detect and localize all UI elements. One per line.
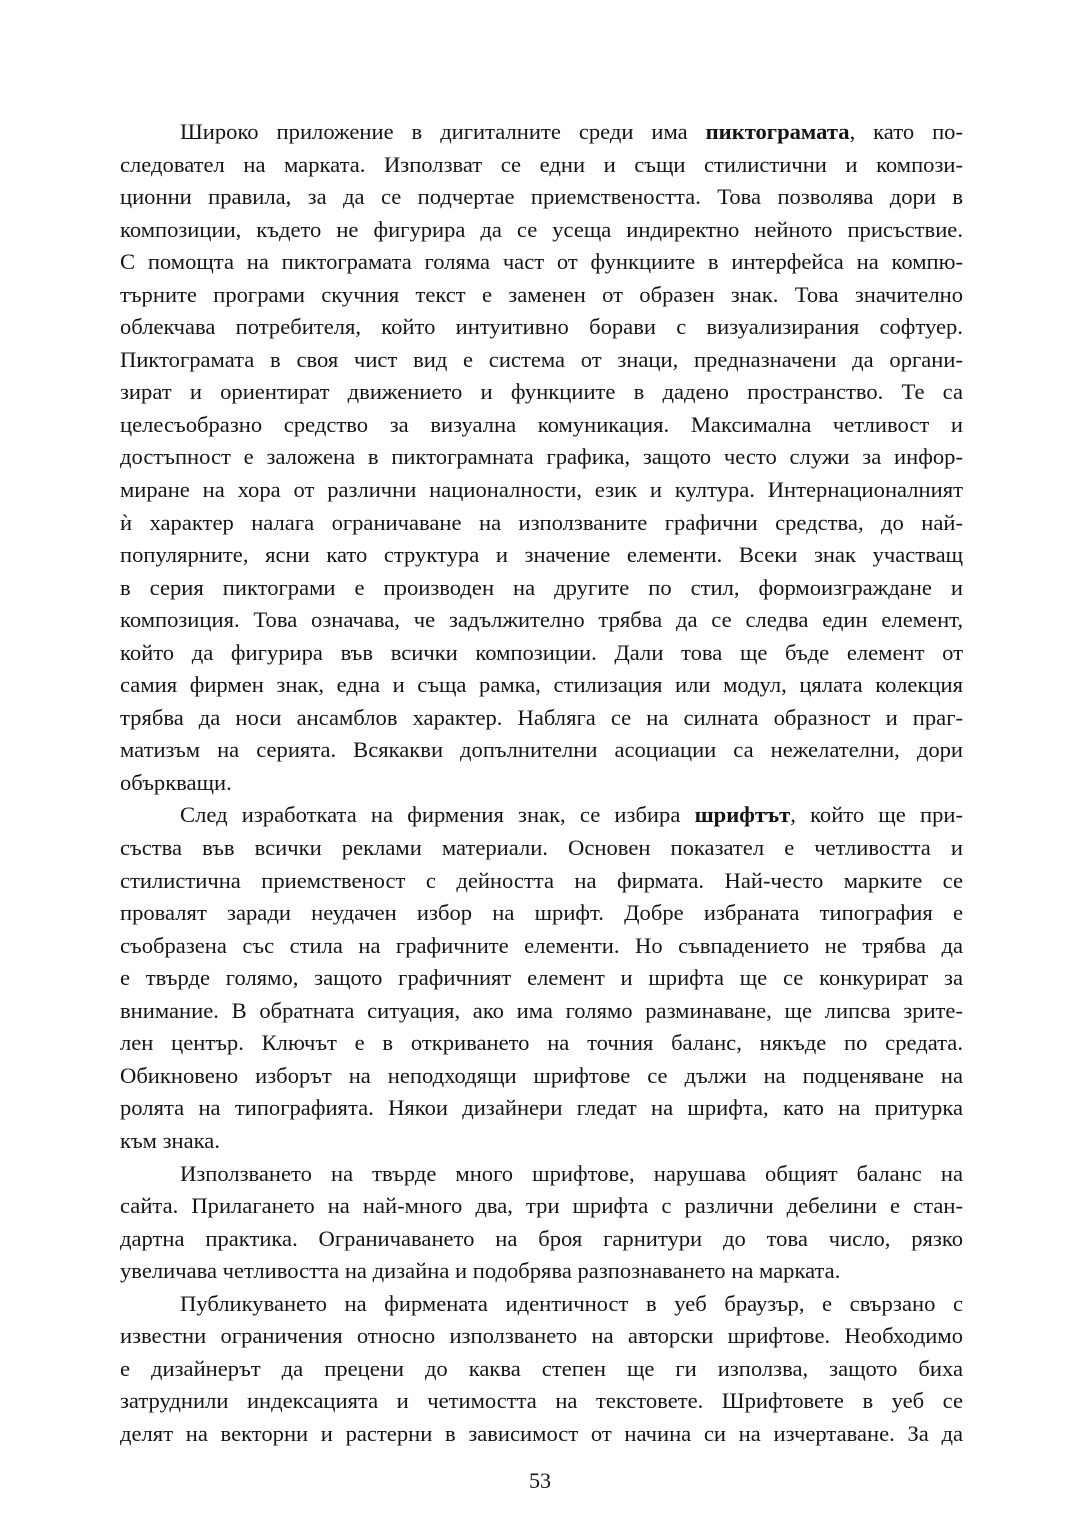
- text-line: [120, 799, 963, 832]
- text-segment: затруднили индексацията и четимостта на текстовете. Шрифтовете в уеб се: [120, 1388, 963, 1414]
- text-line: [120, 474, 963, 507]
- text-segment: провалят заради неудачен избор на шрифт. Добре избраната типография е: [120, 900, 963, 926]
- text-line: [120, 604, 963, 637]
- text-line: [120, 1385, 963, 1418]
- text-line: [120, 832, 963, 865]
- text-segment: С помощта на пиктограмата голяма част от функциите в интерфейса на компю-: [120, 249, 963, 275]
- text-segment: лен център. Ключът е в откриването на точния баланс, някъде по средата.: [120, 1030, 963, 1056]
- text-line: [120, 1255, 963, 1288]
- text-segment: трябва да носи ансамблов характер. Набляга се на силната образност и праг-: [120, 704, 963, 730]
- text-line: [120, 1125, 963, 1158]
- text-line: [120, 734, 963, 767]
- text-segment: облекчава потребителя, който интуитивно борави с визуализирания софтуер.: [120, 314, 963, 340]
- text-line: [120, 246, 963, 279]
- text-line: [120, 376, 963, 409]
- text-line: [120, 637, 963, 670]
- text-segment: матизъм на серията. Всякакви допълнителни асоциации са нежелателни, дори: [120, 737, 963, 763]
- text-line: [120, 214, 963, 247]
- bold-term: пиктограмата: [705, 119, 850, 144]
- text-segment: е твърде голямо, защото графичният елемент и шрифта ще се конкурират за: [120, 965, 963, 991]
- text-line: [120, 1158, 963, 1191]
- text-segment: делят на векторни и растерни в зависимост от начина си на изчертаване. За да: [120, 1420, 963, 1446]
- text-line: [120, 1288, 963, 1321]
- text-line: [120, 1092, 963, 1125]
- text-line: [120, 897, 963, 930]
- text-line: [120, 116, 963, 149]
- text-segment: композиции, където не фигурира да се усеща индиректно нейното присъствие.: [120, 216, 963, 242]
- text-segment: в серия пиктограми е производен на другите по стил, формоизграждане и: [120, 574, 963, 600]
- text-segment: ѝ характер налага ограничаване на използваните графични средства, до най-: [120, 509, 963, 535]
- text-segment: , който ще при-: [790, 802, 963, 828]
- text-segment: Широко приложение в дигиталните среди има: [180, 119, 706, 144]
- text-line: [120, 1190, 963, 1223]
- bold-term: шрифтът: [694, 802, 791, 828]
- text-segment: , като по-: [849, 119, 963, 144]
- text-line: [120, 507, 963, 540]
- text-segment: внимание. В обратната ситуация, ако има голямо разминаване, ще липсва зрите-: [120, 997, 963, 1023]
- text-segment: към знака.: [120, 1127, 220, 1153]
- text-segment: Публикуването на фирмената идентичност в уеб браузър, е свързано с: [180, 1290, 963, 1316]
- text-line: [120, 702, 963, 735]
- text-line: [120, 441, 963, 474]
- text-segment: съства във всички реклами материали. Основен показател е четливостта и: [120, 835, 963, 861]
- text-segment: достъпност е заложена в пиктограмната графика, защото често служи за инфор-: [120, 444, 963, 470]
- text-segment: сайта. Прилагането на най-много два, три шрифта с различни дебелини е стан-: [120, 1193, 963, 1219]
- text-segment: Използването на твърде много шрифтове, нарушава общият баланс на: [180, 1160, 963, 1186]
- text-segment: е дизайнерът да прецени до каква степен ще ги използва, защото биха: [120, 1355, 963, 1381]
- text-segment: известни ограничения относно използването на авторски шрифтове. Необходимо: [120, 1323, 963, 1349]
- text-segment: объркващи.: [120, 769, 232, 795]
- text-segment: следовател на марката. Използват се едни и същи стилистични и компози-: [120, 151, 963, 177]
- text-line: [120, 539, 963, 572]
- text-segment: Пиктограмата в своя чист вид е система от знаци, предназначени да органи-: [120, 346, 963, 372]
- text-segment: целесъобразно средство за визуална комуникация. Максимална четливост и: [120, 411, 963, 437]
- text-line: [120, 409, 963, 442]
- text-line: [120, 1320, 963, 1353]
- text-line: [120, 995, 963, 1028]
- text-line: [120, 1027, 963, 1060]
- text-segment: миране на хора от различни националности, език и култура. Интернационалният: [120, 477, 963, 503]
- text-line: [120, 1060, 963, 1093]
- text-segment: След изработката на фирмения знак, се избира: [180, 802, 695, 828]
- text-line: [120, 1223, 963, 1256]
- text-segment: зират и ориентират движението и функциите в дадено пространство. Те са: [120, 379, 963, 405]
- page-number: 53: [529, 1468, 551, 1493]
- text-line: [120, 149, 963, 182]
- text-segment: ционни правила, за да се подчертае приемствеността. Това позволява дори в: [120, 184, 963, 210]
- text-segment: самия фирмен знак, една и съща рамка, стилизация или модул, цялата колекция: [120, 672, 963, 698]
- text-line: [120, 865, 963, 898]
- text-segment: ролята на типографията. Някои дизайнери гледат на шрифта, като на притурка: [120, 1095, 963, 1121]
- text-segment: Обикновено изборът на неподходящи шрифтове се дължи на подценяване на: [120, 1062, 963, 1088]
- text-line: [120, 930, 963, 963]
- text-line: [120, 669, 963, 702]
- text-segment: който да фигурира във всички композиции. Дали това ще бъде елемент от: [120, 639, 963, 665]
- body-text: [120, 116, 963, 1450]
- text-segment: дартна практика. Ограничаването на броя гарнитури до това число, рязко: [120, 1225, 963, 1251]
- text-line: [120, 962, 963, 995]
- text-line: [120, 1353, 963, 1386]
- text-segment: популярните, ясни като структура и значение елементи. Всеки знак участващ: [120, 542, 963, 568]
- text-line: [120, 181, 963, 214]
- text-line: [120, 344, 963, 377]
- text-line: [120, 311, 963, 344]
- text-line: [120, 572, 963, 605]
- text-segment: търните програми скучния текст е заменен от образен знак. Това значително: [120, 281, 963, 307]
- text-segment: увеличава четливостта на дизайна и подобрява разпознаването на марката.: [120, 1258, 841, 1284]
- text-line: [120, 279, 963, 312]
- text-segment: съобразена със стила на графичните елементи. Но съвпадението не трябва да: [120, 932, 963, 958]
- text-line: [120, 1418, 963, 1451]
- text-segment: композиция. Това означава, че задължително трябва да се следва един елемент,: [120, 607, 963, 633]
- text-segment: стилистична приемственост с дейността на фирмата. Най-често марките се: [120, 867, 963, 893]
- text-line: [120, 767, 963, 800]
